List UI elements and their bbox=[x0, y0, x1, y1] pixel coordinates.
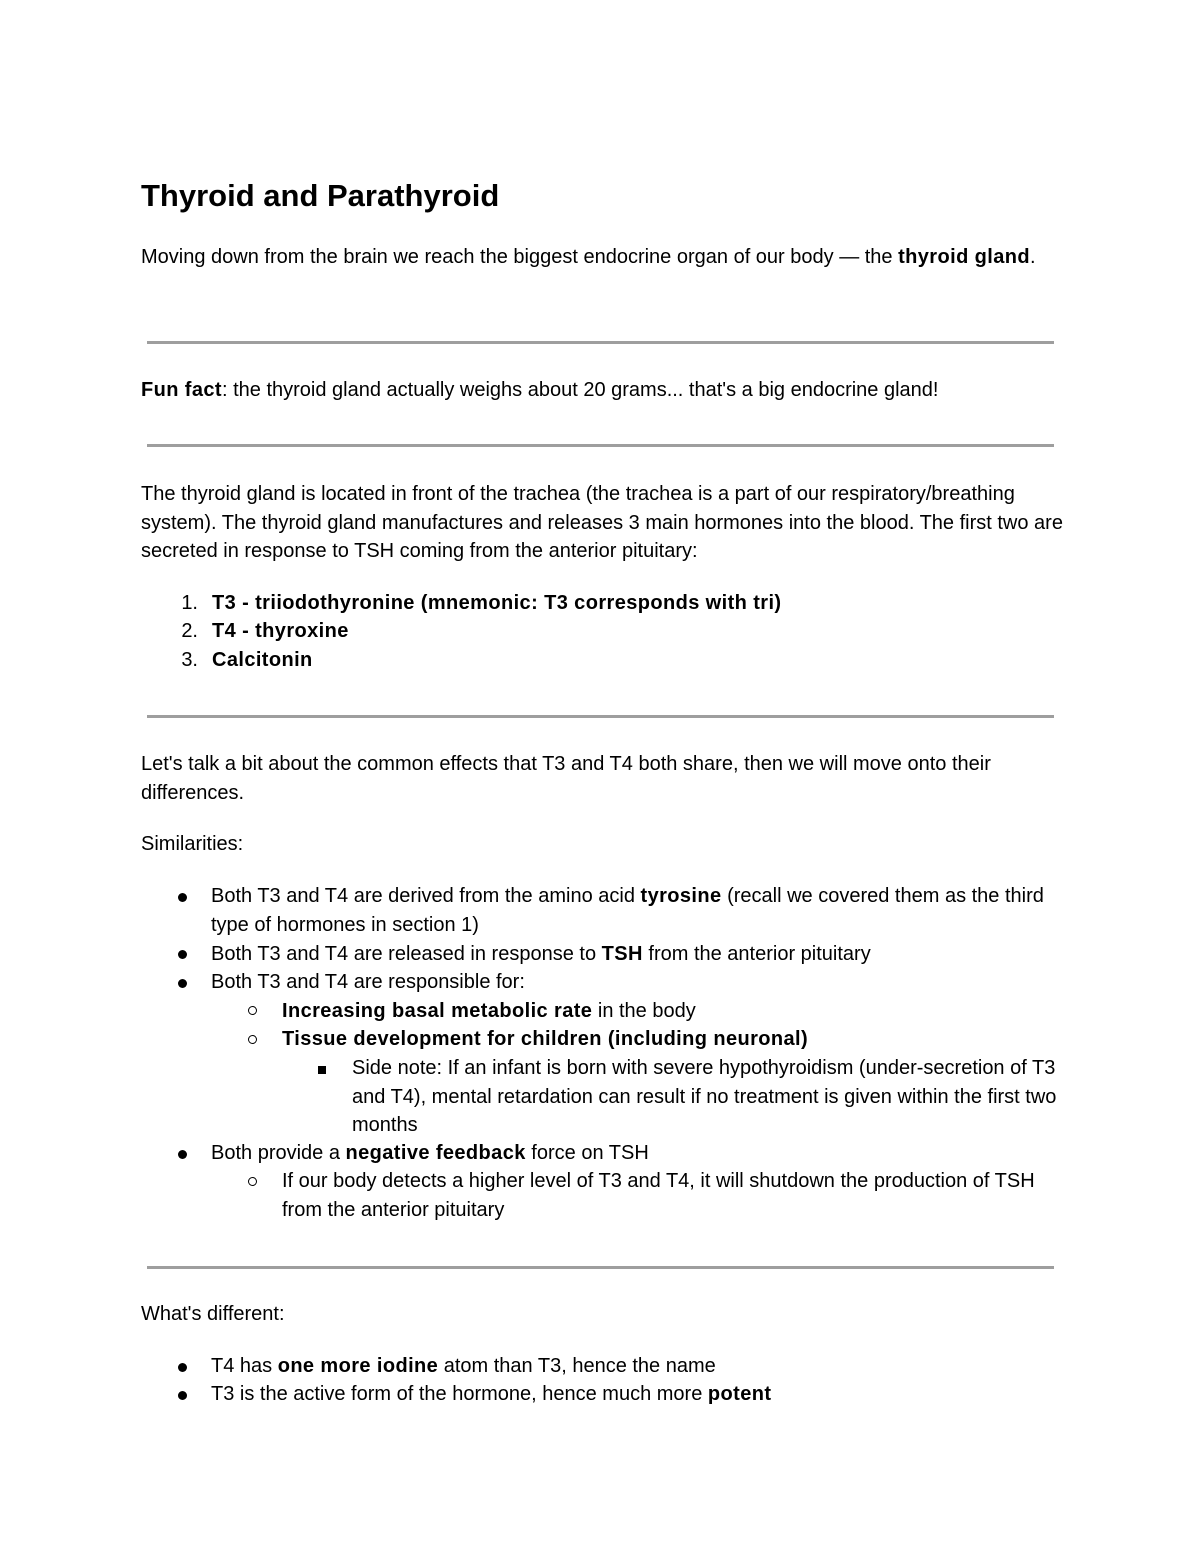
intro-bold-thyroid-gland: thyroid gland bbox=[898, 246, 1030, 268]
fun-fact-paragraph bbox=[141, 376, 1071, 405]
location-paragraph: The thyroid gland is located in front of the trachea (the trachea is a part of our respiratory/breathing system). The thyroid gland manufactures and releases 3 main hormones into the blood. The first two are secreted in response to TSH coming from the anterior pituitary: bbox=[141, 483, 1063, 562]
bold-tissue-development: Tissue development for children (including neuronal) bbox=[282, 1028, 809, 1050]
effects-intro-paragraph: Let's talk a bit about the common effects that T3 and T4 both share, then we will move onto their differences. bbox=[141, 753, 991, 804]
list-number: 1. bbox=[181, 592, 198, 614]
bullet-disc bbox=[178, 1363, 187, 1372]
list-item-text: Both T3 and T4 are released in response to bbox=[211, 943, 602, 965]
divider bbox=[147, 341, 1054, 344]
intro-paragraph bbox=[141, 243, 1071, 272]
list-item bbox=[211, 882, 1071, 939]
list-item bbox=[211, 940, 871, 969]
bold-tsh: TSH bbox=[601, 943, 643, 965]
bullet-circle bbox=[248, 1177, 257, 1186]
bullet-circle bbox=[248, 1035, 257, 1044]
bold-one-more-iodine: one more iodine bbox=[277, 1355, 439, 1377]
sub-list-item bbox=[282, 1025, 808, 1054]
bold-negative-feedback: negative feedback bbox=[345, 1142, 526, 1164]
bold-basal-metabolic-rate: Increasing basal metabolic rate bbox=[282, 1000, 593, 1022]
divider bbox=[147, 444, 1054, 447]
intro-text: Moving down from the brain we reach the biggest endocrine organ of our body — the bbox=[141, 246, 899, 268]
bold-potent: potent bbox=[707, 1383, 772, 1405]
list-item bbox=[211, 1380, 771, 1409]
bullet-disc bbox=[178, 950, 187, 959]
bullet-disc bbox=[178, 1150, 187, 1159]
fun-fact-text: : the thyroid gland actually weighs about 20 grams... that's a big endocrine gland! bbox=[221, 379, 939, 401]
bullet-circle bbox=[248, 1006, 257, 1015]
differences-heading: What's different: bbox=[141, 1303, 285, 1325]
list-item bbox=[211, 1139, 649, 1168]
intro-text-end: . bbox=[1029, 246, 1036, 268]
bullet-square bbox=[318, 1066, 326, 1074]
hormone-calcitonin: Calcitonin bbox=[212, 649, 313, 671]
hormone-t4: T4 - thyroxine bbox=[212, 620, 349, 642]
bold-tyrosine: tyrosine bbox=[640, 885, 722, 907]
similarities-heading: Similarities: bbox=[141, 833, 244, 855]
list-number: 3. bbox=[181, 649, 198, 671]
list-item-text: in the body bbox=[592, 1000, 696, 1022]
bullet-disc bbox=[178, 1391, 187, 1400]
sub-sub-list-item: Side note: If an infant is born with severe hypothyroidism (under-secretion of T3 and T4), mental retardation can result if no treatment is given within the first two months bbox=[352, 1057, 1057, 1136]
list-item-text: Both T3 and T4 are derived from the amino acid bbox=[211, 885, 641, 907]
list-number: 2. bbox=[181, 620, 198, 642]
list-item-text: T4 has bbox=[211, 1355, 278, 1377]
list-item bbox=[211, 1352, 716, 1381]
fun-fact-label: Fun fact bbox=[141, 379, 222, 401]
list-item-text: from the anterior pituitary bbox=[642, 943, 871, 965]
list-item-text: T3 is the active form of the hormone, hence much more bbox=[211, 1383, 708, 1405]
sub-list-item: If our body detects a higher level of T3 and T4, it will shutdown the production of TSH from the anterior pituitary bbox=[282, 1170, 1035, 1221]
list-item-text: Both provide a bbox=[211, 1142, 346, 1164]
bullet-disc bbox=[178, 979, 187, 988]
list-item-text: force on TSH bbox=[525, 1142, 649, 1164]
divider bbox=[147, 715, 1054, 718]
hormone-t3: T3 - triiodothyronine (mnemonic: T3 corresponds with tri) bbox=[212, 592, 782, 614]
list-item: Both T3 and T4 are responsible for: bbox=[211, 971, 525, 993]
page-title: Thyroid and Parathyroid bbox=[141, 178, 500, 213]
divider bbox=[147, 1266, 1054, 1269]
list-item-text: atom than T3, hence the name bbox=[438, 1355, 716, 1377]
bullet-disc bbox=[178, 893, 187, 902]
sub-list-item bbox=[282, 997, 696, 1026]
list-item-text: (recall we covered them as the third type of hormones in section 1) bbox=[211, 885, 1044, 936]
